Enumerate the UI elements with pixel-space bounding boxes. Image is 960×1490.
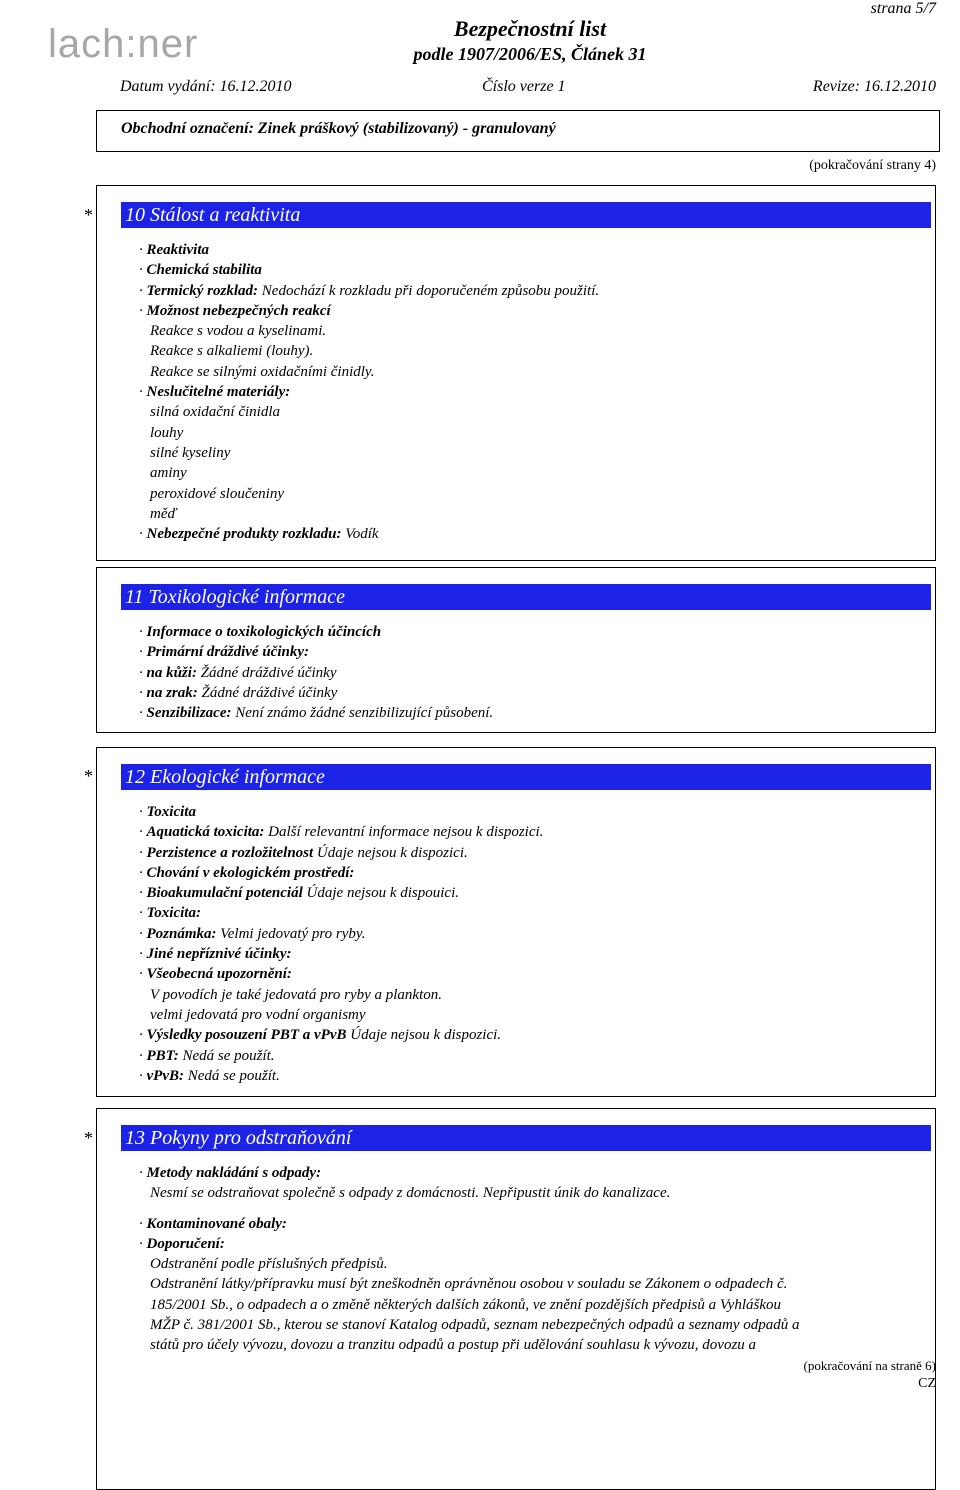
section-title: 10 Stálost a reaktivita <box>121 202 931 228</box>
section-line <box>139 321 931 341</box>
section-line <box>139 1274 931 1294</box>
section-line <box>139 944 931 964</box>
field-value: · <box>139 664 147 681</box>
section-lines <box>139 240 931 544</box>
issue-date: Datum vydání: 16.12.2010 <box>120 78 292 95</box>
field-label: Výsledky posouzení PBT a vPvB <box>146 1027 347 1044</box>
section-title: 12 Ekologické informace <box>121 764 931 790</box>
section-lines <box>139 802 931 1086</box>
field-label: na kůži: <box>146 664 197 681</box>
field-value: Nedá se použít. <box>183 1067 280 1084</box>
field-label: Informace o toxikologických účincích <box>146 624 382 640</box>
section-line <box>139 663 931 683</box>
section-line <box>139 443 931 463</box>
field-label: Primární dráždivé účinky: <box>146 644 310 661</box>
section-line <box>139 1046 931 1066</box>
field-value: Žádné dráždivé účinky <box>197 684 338 701</box>
field-label: Toxicita <box>146 804 196 820</box>
field-value: · <box>139 624 147 640</box>
language-code: CZ <box>918 1376 936 1391</box>
field-value: silná oxidační činidla <box>150 404 280 421</box>
field-value: Vodík <box>341 526 379 543</box>
section-line <box>139 341 931 361</box>
field-value: · <box>139 864 147 881</box>
section-line <box>139 504 931 524</box>
field-label: Chování v ekologickém prostředí: <box>146 864 355 881</box>
field-value: · <box>139 1047 147 1064</box>
section-line <box>139 903 931 923</box>
section-line <box>139 642 931 662</box>
section-line <box>139 622 931 642</box>
field-value: Údaje nejsou k dispozici. <box>346 1027 502 1044</box>
page-number: strana 5/7 <box>870 0 936 17</box>
field-value: Velmi jedovatý pro ryby. <box>216 925 366 942</box>
section-line <box>139 1025 931 1045</box>
field-value: louhy <box>150 424 184 441</box>
field-value: 185/2001 Sb., o odpadech a o změně některých dalších zákonů, ve znění pozdějších předpisů a Vyhláškou <box>150 1296 781 1313</box>
field-label: na zrak: <box>146 684 198 701</box>
field-label: Neslučitelné materiály: <box>146 384 291 401</box>
section-line <box>139 1183 931 1203</box>
field-value: silné kyseliny <box>150 444 231 461</box>
field-label: Bioakumulační potenciál <box>146 885 303 902</box>
field-value: aminy <box>150 465 187 482</box>
section-line <box>139 703 931 723</box>
section-line <box>139 402 931 422</box>
field-value: · <box>139 1235 147 1252</box>
continued-on: (pokračování na straně 6) <box>803 1358 936 1373</box>
field-value: peroxidové sloučeniny <box>150 485 284 502</box>
section-line <box>139 1005 931 1025</box>
section-line <box>139 985 931 1005</box>
logo-text: lach:ner <box>48 22 199 66</box>
section-line <box>139 802 931 822</box>
field-value: Údaje nejsou k dispozici. <box>313 844 468 861</box>
field-label: Poznámka: <box>146 925 217 942</box>
field-label: Aquatická toxicita: <box>146 824 265 841</box>
section-line <box>139 822 931 842</box>
field-label: PBT: <box>146 1047 179 1064</box>
field-label: Nebezpečné produkty rozkladu: <box>146 526 342 543</box>
section-line <box>139 1066 931 1086</box>
section-line <box>139 683 931 703</box>
document-subtitle: podle 1907/2006/ES, Článek 31 <box>413 44 647 64</box>
field-value: Reakce s vodou a kyselinami. <box>150 323 327 340</box>
section-line <box>139 463 931 483</box>
trade-name-box <box>96 110 940 152</box>
field-value: · <box>139 905 147 922</box>
company-logo <box>48 22 198 67</box>
section-line <box>139 1214 931 1234</box>
field-value: Odstranění látky/přípravku musí být zneškodněn oprávněnou osobou v souladu se Zákonem o odpadech č. <box>150 1276 788 1293</box>
section-line <box>139 301 931 321</box>
field-value: Nesmí se odstraňovat společně s odpady z domácnosti. Nepřipustit únik do kanalizace. <box>150 1185 671 1202</box>
document-title: Bezpečnostní list <box>453 16 607 41</box>
field-value: států pro účely vývozu, dovozu a tranzitu odpadů a postup při udělování souhlasu k vývozu, dovozu a <box>150 1337 757 1354</box>
section-13 <box>96 1108 936 1490</box>
section-line <box>139 240 931 260</box>
section-12 <box>96 747 936 1097</box>
section-line <box>139 843 931 863</box>
field-value: Žádné dráždivé účinky <box>196 664 337 681</box>
field-value: Reakce se silnými oxidačními činidly. <box>150 363 375 380</box>
section-line <box>139 260 931 280</box>
field-value: · <box>139 946 147 963</box>
version-number: Číslo verze 1 <box>482 78 566 95</box>
field-label: Kontaminované obaly: <box>146 1215 287 1232</box>
revision-marker: * <box>84 205 93 225</box>
field-label: Chemická stabilita <box>146 262 262 279</box>
field-value: V povodích je také jedovatá pro ryby a plankton. <box>150 986 443 1003</box>
field-label: Reaktivita <box>146 242 209 258</box>
section-line <box>139 863 931 883</box>
field-value: · <box>139 242 147 258</box>
field-value: Nedá se použít. <box>178 1047 275 1064</box>
field-label: Doporučení: <box>146 1235 225 1252</box>
section-line <box>139 1163 931 1183</box>
field-value: · <box>139 705 147 722</box>
field-value: Údaje nejsou k dispouici. <box>302 885 460 902</box>
field-label: Perzistence a rozložitelnost <box>146 844 314 861</box>
field-value: Další relevantní informace nejsou k dispozici. <box>264 824 544 841</box>
field-value: · <box>139 644 147 661</box>
field-value: · <box>139 526 147 543</box>
revision-date: Revize: 16.12.2010 <box>812 78 936 95</box>
section-line <box>139 964 931 984</box>
field-label: Senzibilizace: <box>146 705 232 722</box>
section-line <box>139 1254 931 1274</box>
section-line <box>139 883 931 903</box>
field-value: · <box>139 1067 147 1084</box>
section-title: 13 Pokyny pro odstraňování <box>121 1125 931 1151</box>
field-label: Jiné nepříznivé účinky: <box>146 946 292 963</box>
field-value: · <box>139 302 147 319</box>
section-10 <box>96 185 936 561</box>
section-line <box>139 281 931 301</box>
continued-from: (pokračování strany 4) <box>809 158 936 173</box>
section-line <box>139 382 931 402</box>
revision-marker: * <box>84 766 93 786</box>
section-lines <box>139 622 931 723</box>
field-value: Nedochází k rozkladu při doporučeném způsobu použití. <box>258 282 600 299</box>
field-label: Všeobecná upozornění: <box>146 966 292 983</box>
field-value: velmi jedovatá pro vodní organismy <box>150 1006 366 1023</box>
field-value: · <box>139 262 147 279</box>
field-value: Není známo žádné senzibilizující působení. <box>231 705 494 722</box>
field-value: · <box>139 925 147 942</box>
field-value: · <box>139 824 147 841</box>
section-title: 11 Toxikologické informace <box>121 584 931 610</box>
field-label: vPvB: <box>146 1067 184 1084</box>
section-line <box>139 1315 931 1335</box>
field-value: · <box>139 885 147 902</box>
field-value: Reakce s alkaliemi (louhy). <box>150 343 314 360</box>
section-line <box>139 1234 931 1254</box>
section-lines <box>139 1163 931 1356</box>
field-value: · <box>139 804 147 820</box>
section-line <box>139 1295 931 1315</box>
field-value: · <box>139 1215 147 1232</box>
trade-name: Obchodní označení: Zinek práškový (stabilizovaný) - granulovaný <box>121 120 556 137</box>
section-line <box>139 1335 931 1355</box>
field-label: Možnost nebezpečných reakcí <box>146 302 331 319</box>
field-value: měď <box>150 505 177 522</box>
field-value: · <box>139 1027 147 1044</box>
field-value: · <box>139 384 147 401</box>
section-line <box>139 524 931 544</box>
section-line <box>139 1204 931 1214</box>
field-value: MŽP č. 381/2001 Sb., kterou se stanoví Katalog odpadů, seznam nebezpečných odpadů a seznamy odpadů a <box>150 1317 800 1334</box>
field-value: Odstranění podle příslušných předpisů. <box>150 1256 388 1273</box>
field-value: · <box>139 1165 147 1181</box>
section-line <box>139 423 931 443</box>
field-value: · <box>139 966 147 983</box>
field-value: · <box>139 282 147 299</box>
section-line <box>139 362 931 382</box>
field-label: Toxicita: <box>146 905 201 922</box>
field-label: Metody nakládání s odpady: <box>146 1165 322 1181</box>
field-value: · <box>139 844 147 861</box>
section-11 <box>96 567 936 733</box>
revision-marker: * <box>84 1128 93 1148</box>
field-value: · <box>139 684 147 701</box>
section-line <box>139 924 931 944</box>
section-line <box>139 484 931 504</box>
field-label: Termický rozklad: <box>146 282 259 299</box>
